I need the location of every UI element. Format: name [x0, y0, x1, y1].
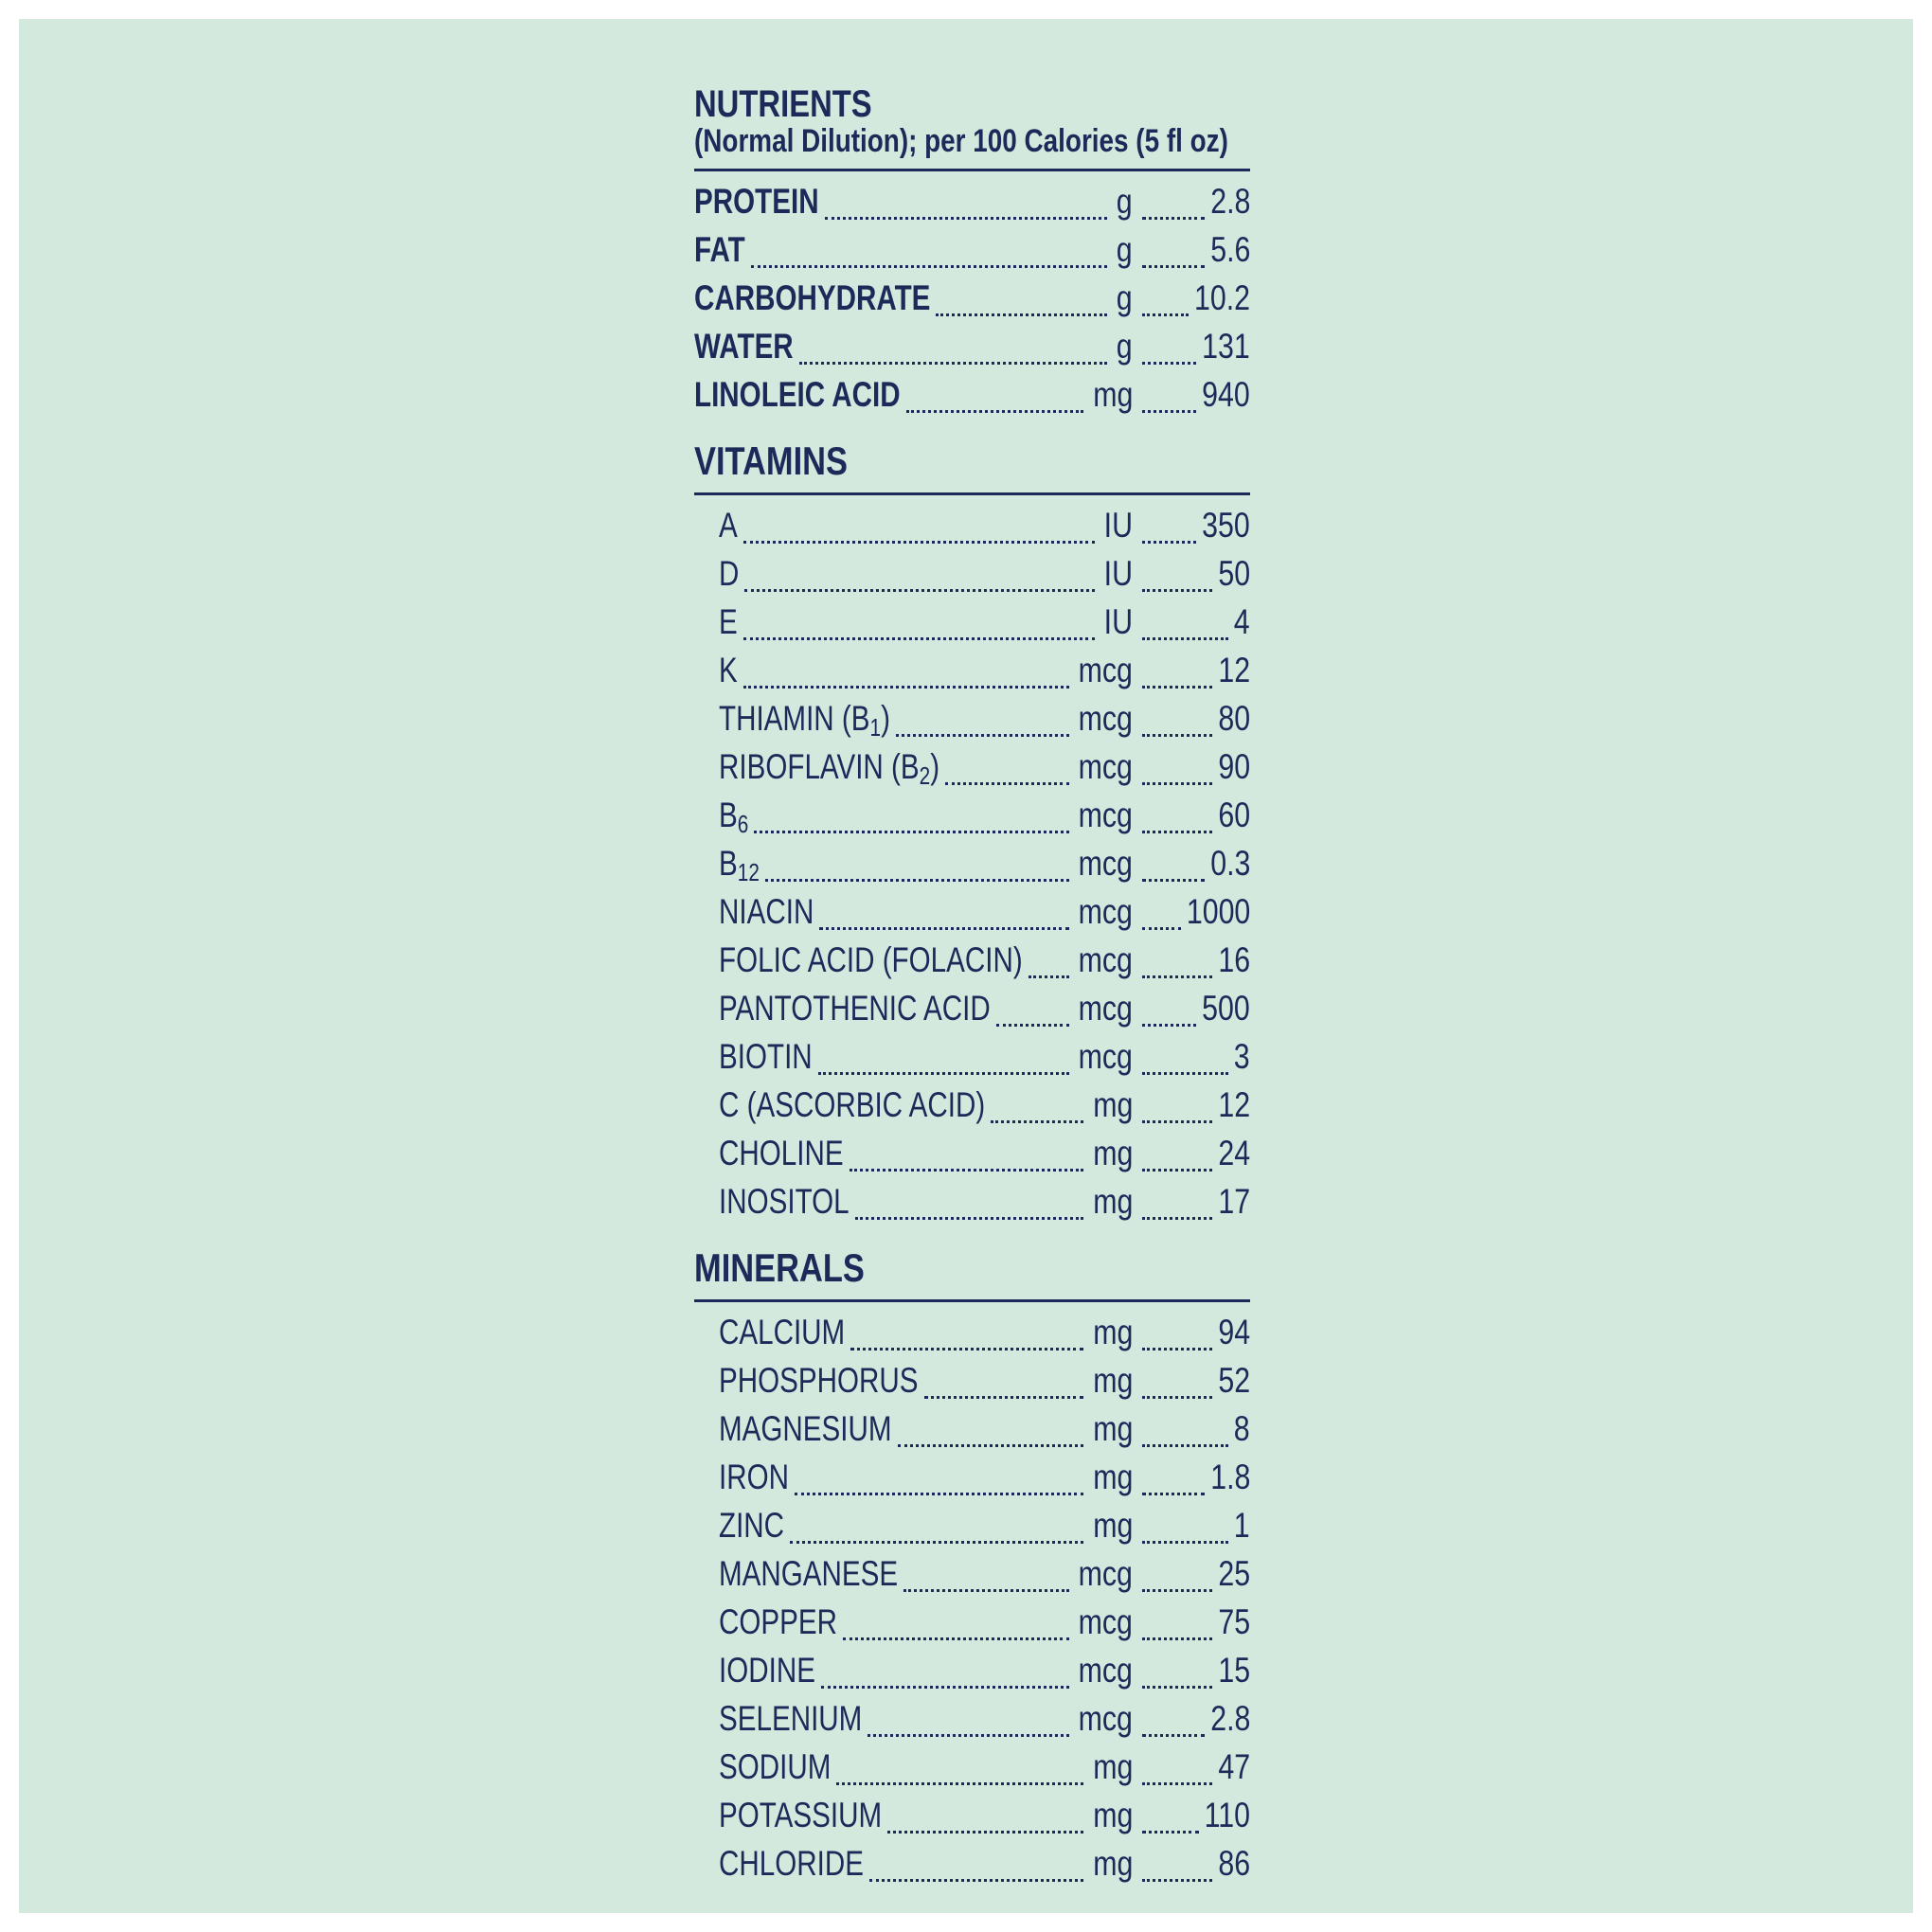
nutrient-unit: mcg	[1078, 1036, 1133, 1076]
leader-dots	[1142, 376, 1196, 413]
nutrient-value: 15	[1218, 1650, 1250, 1690]
leader-dots	[743, 603, 1095, 640]
nutrient-unit: IU	[1103, 601, 1133, 641]
nutrients-subtitle: (Normal Dilution); per 100 Calories (5 fl oz)	[694, 123, 1228, 159]
leader-dots	[1142, 1555, 1212, 1592]
nutrient-row	[694, 225, 1250, 274]
nutrient-row	[694, 1308, 1250, 1356]
nutrient-unit: mcg	[1078, 939, 1133, 979]
leader-dots	[1142, 748, 1212, 785]
nutrient-name: ZINC	[719, 1505, 785, 1545]
nutrient-row	[694, 1646, 1250, 1694]
nutrient-unit: mcg	[1078, 746, 1133, 786]
nutrient-unit: mg	[1092, 1408, 1133, 1448]
nutrient-row	[694, 742, 1250, 791]
nutrient-name: COPPER	[719, 1601, 838, 1641]
leader-dots	[1142, 555, 1212, 592]
nutrients-list	[694, 177, 1250, 419]
leader-dots	[743, 507, 1095, 544]
nutrient-unit: mcg	[1078, 1698, 1133, 1738]
nutrient-value: 17	[1218, 1181, 1250, 1221]
leader-dots	[1142, 796, 1212, 833]
nutrient-unit: mcg	[1078, 1553, 1133, 1593]
leader-dots	[1142, 1038, 1228, 1075]
nutrient-subscript: 12	[737, 857, 760, 886]
nutrient-row	[694, 1549, 1250, 1598]
nutrient-name: CHOLINE	[719, 1133, 844, 1172]
nutrient-name: NIACIN	[719, 891, 814, 931]
nutrient-value: 16	[1218, 939, 1250, 979]
leader-dots	[790, 1507, 1083, 1544]
leader-dots	[751, 231, 1107, 268]
leader-dots	[855, 1183, 1083, 1220]
nutrient-unit: mg	[1092, 1084, 1133, 1124]
leader-dots	[1142, 845, 1205, 882]
leader-dots	[1142, 231, 1205, 268]
nutrient-name: $B_6$	[719, 795, 749, 838]
leader-dots	[1142, 1410, 1228, 1447]
leader-dots	[868, 1700, 1068, 1737]
nutrient-name: $B_{12}$	[719, 843, 760, 886]
nutrient-name: PROTEIN	[694, 181, 819, 221]
nutrient-row	[694, 1081, 1250, 1129]
nutrient-name: IODINE	[719, 1650, 815, 1690]
nutrient-value: 1	[1234, 1505, 1250, 1545]
nutrient-name: POTASSIUM	[719, 1795, 883, 1834]
nutrient-name: MAGNESIUM	[719, 1408, 892, 1448]
nutrient-unit: mcg	[1078, 988, 1133, 1028]
nutrient-value: 24	[1218, 1133, 1250, 1172]
nutrient-value: 25	[1218, 1553, 1250, 1593]
nutrient-unit: g	[1117, 229, 1133, 269]
nutrient-name: FOLIC ACID (FOLACIN)	[719, 939, 1023, 979]
nutrient-name: A	[719, 505, 738, 545]
leader-dots	[924, 1362, 1083, 1399]
leader-dots	[1142, 652, 1212, 689]
nutrient-row	[694, 1694, 1250, 1743]
nutrient-value: 5.6	[1209, 229, 1250, 269]
nutrient-value: 940	[1202, 374, 1250, 414]
nutrient-row	[694, 1177, 1250, 1225]
nutrient-name: CARBOHYDRATE	[694, 277, 931, 317]
nutrient-name: BIOTIN	[719, 1036, 813, 1076]
leader-dots	[1142, 603, 1228, 640]
nutrient-value: 94	[1218, 1312, 1250, 1351]
nutrient-name: E	[719, 601, 738, 641]
divider	[694, 1299, 1250, 1302]
nutrient-unit: mcg	[1078, 795, 1133, 834]
leader-dots	[1142, 1086, 1212, 1123]
leader-dots	[945, 748, 1069, 785]
leader-dots	[991, 1086, 1083, 1123]
nutrient-value: 1000	[1186, 891, 1250, 931]
nutrient-value: 86	[1218, 1843, 1250, 1883]
leader-dots	[903, 1555, 1069, 1592]
leader-dots	[743, 652, 1069, 689]
minerals-heading: MINERALS	[694, 1245, 865, 1290]
nutrient-value: 0.3	[1209, 843, 1250, 883]
nutrient-unit: mg	[1092, 1181, 1133, 1221]
nutrient-unit: g	[1117, 277, 1133, 317]
leader-dots	[936, 279, 1107, 316]
nutrient-value: 10.2	[1193, 277, 1250, 317]
nutrient-value: 80	[1218, 698, 1250, 738]
leader-dots	[1142, 1652, 1212, 1689]
nutrient-row	[694, 1453, 1250, 1501]
nutrient-value: 52	[1218, 1360, 1250, 1400]
nutrient-value: 75	[1218, 1601, 1250, 1641]
leader-dots	[1142, 1700, 1205, 1737]
nutrient-row	[694, 549, 1250, 598]
nutrient-name: CHLORIDE	[719, 1843, 864, 1883]
leader-dots	[1142, 1458, 1205, 1495]
nutrient-name: K	[719, 650, 738, 689]
nutrient-name: D	[719, 553, 740, 593]
nutrient-row	[694, 1791, 1250, 1839]
nutrient-name: CALCIUM	[719, 1312, 846, 1351]
nutrient-unit: mg	[1092, 1843, 1133, 1883]
nutrient-row	[694, 984, 1250, 1032]
leader-dots	[1142, 507, 1196, 544]
nutrient-unit: mg	[1092, 1795, 1133, 1834]
nutrient-value: 500	[1202, 988, 1250, 1028]
divider	[694, 492, 1250, 495]
nutrient-value: 12	[1218, 650, 1250, 689]
leader-dots	[1142, 183, 1205, 220]
nutrient-value: 3	[1234, 1036, 1250, 1076]
vitamins-list	[694, 501, 1250, 1225]
nutrient-name: LINOLEIC ACID	[694, 374, 901, 414]
nutrient-row	[694, 887, 1250, 936]
nutrient-unit: mg	[1092, 1457, 1133, 1496]
nutrient-row	[694, 936, 1250, 984]
nutrient-value: 1.8	[1209, 1457, 1250, 1496]
nutrient-value: 110	[1204, 1795, 1250, 1834]
leader-dots	[1029, 941, 1069, 978]
nutrient-unit: mg	[1092, 1505, 1133, 1545]
leader-dots	[1142, 1183, 1212, 1220]
nutrients-title: NUTRIENTS	[694, 83, 872, 125]
nutrient-name: MANGANESE	[719, 1553, 899, 1593]
nutrient-name: RIBOFLAVIN $(B_2)$	[719, 746, 940, 790]
nutrition-table	[694, 85, 1250, 1887]
nutrient-value: 8	[1234, 1408, 1250, 1448]
nutrient-value: 2.8	[1209, 181, 1250, 221]
leader-dots	[1142, 1314, 1212, 1351]
leader-dots	[765, 845, 1069, 882]
nutrient-row	[694, 1743, 1250, 1791]
nutrient-name: PANTOTHENIC ACID	[719, 988, 991, 1028]
leader-dots	[1142, 279, 1189, 316]
nutrient-value: 131	[1202, 326, 1250, 366]
leader-dots	[754, 796, 1068, 833]
nutrient-unit: mcg	[1078, 891, 1133, 931]
minerals-list	[694, 1308, 1250, 1887]
nutrient-value: 47	[1218, 1746, 1250, 1786]
leader-dots	[836, 1748, 1082, 1785]
nutrient-row	[694, 1598, 1250, 1646]
nutrient-subscript: 1	[869, 712, 882, 742]
leader-dots	[1142, 700, 1212, 737]
nutrient-unit: g	[1117, 326, 1133, 366]
nutrient-name: INOSITOL	[719, 1181, 850, 1221]
leader-dots	[869, 1845, 1083, 1882]
vitamins-heading: VITAMINS	[694, 438, 849, 483]
nutrient-value: 4	[1234, 601, 1250, 641]
nutrient-row	[694, 322, 1250, 370]
leader-dots	[850, 1135, 1083, 1172]
nutrient-row	[694, 646, 1250, 694]
leader-dots	[1142, 1135, 1212, 1172]
leader-dots	[795, 1458, 1083, 1495]
nutrient-name: PHOSPHORUS	[719, 1360, 919, 1400]
leader-dots	[821, 1652, 1069, 1689]
nutrient-row	[694, 1032, 1250, 1081]
leader-dots	[1142, 328, 1196, 365]
nutrient-row	[694, 370, 1250, 419]
nutrient-row	[694, 1404, 1250, 1453]
nutrient-unit: mcg	[1078, 843, 1133, 883]
nutrient-unit: IU	[1103, 553, 1133, 593]
nutrient-unit: mcg	[1078, 650, 1133, 689]
leader-dots	[1142, 893, 1181, 930]
leader-dots	[1142, 1507, 1228, 1544]
nutrient-value: 90	[1218, 746, 1250, 786]
leader-dots	[1142, 1845, 1212, 1882]
nutrient-name: THIAMIN $(B_1)$	[719, 698, 890, 742]
leader-dots	[1142, 1362, 1212, 1399]
label-background	[19, 19, 1913, 1913]
divider	[694, 169, 1250, 171]
leader-dots	[818, 1038, 1069, 1075]
leader-dots	[799, 328, 1107, 365]
leader-dots	[887, 1797, 1083, 1834]
leader-dots	[819, 893, 1068, 930]
leader-dots	[996, 990, 1069, 1027]
nutrient-unit: g	[1117, 181, 1133, 221]
nutrient-value: 50	[1218, 553, 1250, 593]
nutrient-row	[694, 1839, 1250, 1887]
nutrient-subscript: 6	[737, 809, 749, 838]
nutrient-unit: mg	[1092, 1360, 1133, 1400]
nutrient-value: 60	[1218, 795, 1250, 834]
nutrient-name: C (ASCORBIC ACID)	[719, 1084, 986, 1124]
nutrient-unit: mg	[1092, 1133, 1133, 1172]
leader-dots	[825, 183, 1108, 220]
nutrient-value: 350	[1202, 505, 1250, 545]
nutrient-name: SODIUM	[719, 1746, 832, 1786]
nutrient-unit: mg	[1092, 1746, 1133, 1786]
leader-dots	[1142, 1603, 1212, 1640]
nutrient-name: FAT	[694, 229, 745, 269]
nutrient-row	[694, 501, 1250, 549]
leader-dots	[843, 1603, 1069, 1640]
leader-dots	[1142, 1797, 1199, 1834]
nutrient-row	[694, 791, 1250, 839]
nutrient-unit: mcg	[1078, 1650, 1133, 1690]
leader-dots	[1142, 941, 1212, 978]
leader-dots	[896, 700, 1069, 737]
nutrient-row	[694, 177, 1250, 225]
nutrient-subscript: 2	[919, 760, 931, 790]
leader-dots	[1142, 1748, 1212, 1785]
nutrient-unit: IU	[1103, 505, 1133, 545]
nutrient-row	[694, 1501, 1250, 1549]
nutrient-unit: mg	[1092, 1312, 1133, 1351]
leader-dots	[898, 1410, 1083, 1447]
nutrient-row	[694, 598, 1250, 646]
nutrient-name: IRON	[719, 1457, 789, 1496]
leader-dots	[906, 376, 1083, 413]
nutrient-name: WATER	[694, 326, 794, 366]
leader-dots	[850, 1314, 1083, 1351]
nutrient-name: SELENIUM	[719, 1698, 863, 1738]
nutrient-value: 2.8	[1209, 1698, 1250, 1738]
nutrient-unit: mcg	[1078, 1601, 1133, 1641]
leader-dots	[1142, 990, 1196, 1027]
nutrient-unit: mg	[1092, 374, 1133, 414]
nutrient-row	[694, 274, 1250, 322]
nutrient-row	[694, 694, 1250, 742]
leader-dots	[744, 555, 1094, 592]
nutrient-row	[694, 1129, 1250, 1177]
nutrient-unit: mcg	[1078, 698, 1133, 738]
nutrient-row	[694, 1356, 1250, 1404]
nutrient-row	[694, 839, 1250, 887]
nutrient-value: 12	[1218, 1084, 1250, 1124]
